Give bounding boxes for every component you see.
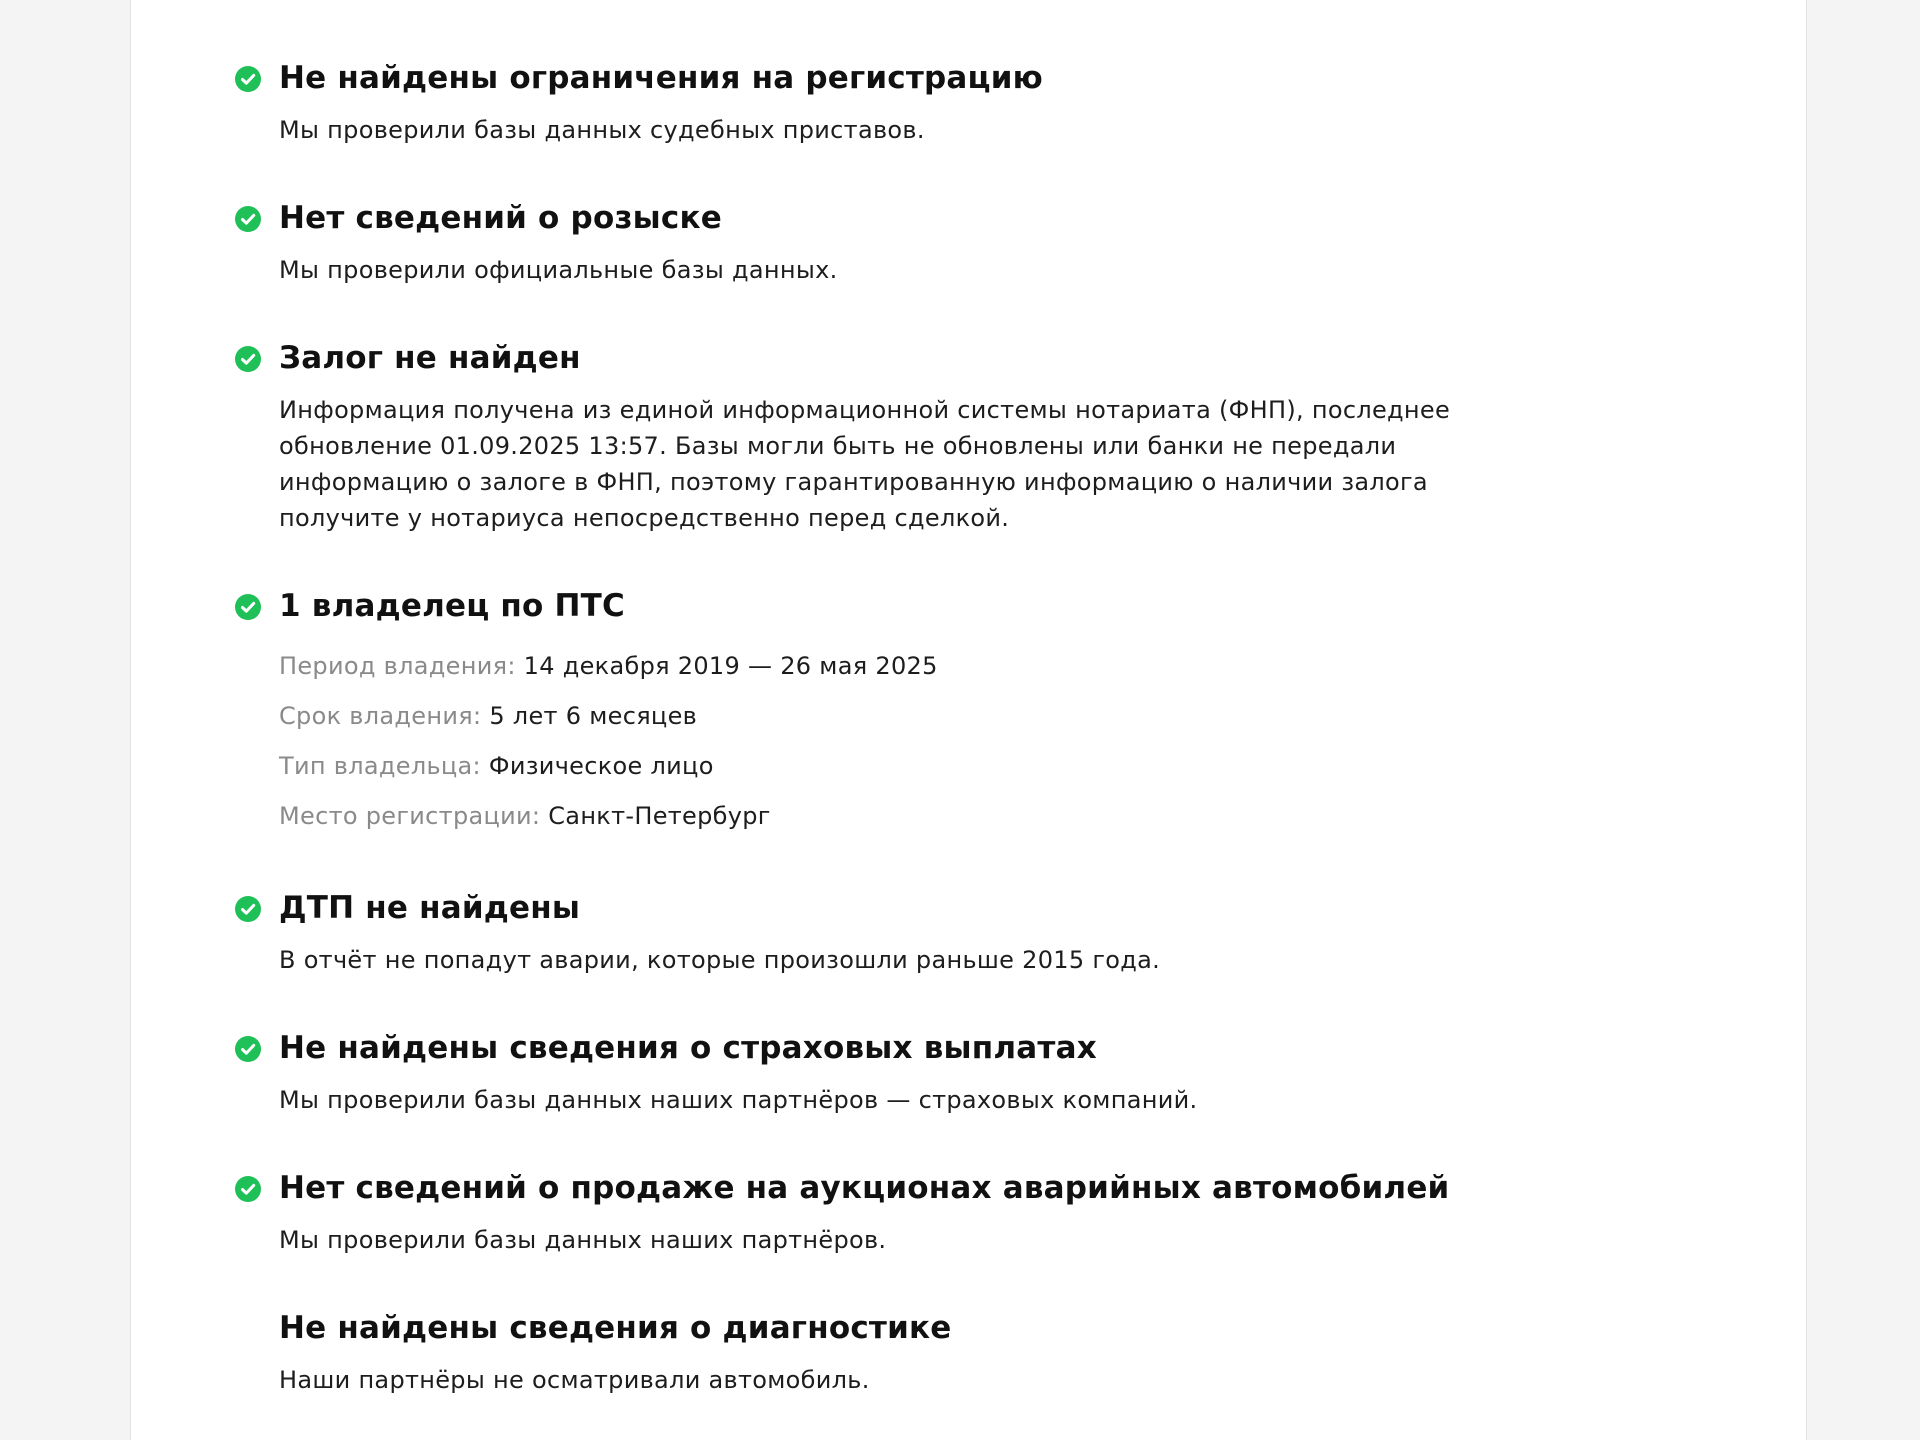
check-item-description: В отчёт не попадут аварии, которые произошли раньше 2015 года.	[279, 946, 1161, 974]
check-circle-icon	[235, 206, 261, 232]
check-item-title: ДТП не найдены	[279, 890, 581, 926]
owner-detail-owner-type	[279, 748, 938, 798]
owner-detail-label: Срок владения:	[279, 702, 482, 730]
owner-detail-value: 5 лет 6 месяцев	[489, 702, 698, 730]
owner-detail-ownership-duration	[279, 698, 938, 748]
owner-detail-label: Период владения:	[279, 652, 516, 680]
check-item-description: Наши партнёры не осматривали автомобиль.	[279, 1366, 870, 1394]
check-item-description: Мы проверили базы данных наших партнёров.	[279, 1226, 887, 1254]
check-item-title: Нет сведений о продаже на аукционах аварийных автомобилей	[279, 1170, 1450, 1206]
owner-detail-label: Место регистрации:	[279, 802, 541, 830]
check-item-title: Не найдены сведения о диагностике	[279, 1310, 952, 1346]
check-circle-icon	[235, 594, 261, 620]
owner-detail-value: Физическое лицо	[488, 752, 714, 780]
check-circle-icon	[235, 896, 261, 922]
check-circle-icon	[235, 1036, 261, 1062]
check-item-title: Не найдены ограничения на регистрацию	[279, 60, 1043, 96]
owner-detail-value: Санкт-Петербург	[548, 802, 771, 830]
check-item-description: Информация получена из единой информационной системы нотариата (ФНП), последнее обновление 01.09.2025 13:57. Базы могли быть не обновлены или банки не передали информацию о залоге в ФНП, поэтому гарантированную информацию о наличии залога получите у нотариуса непосредственно перед сделкой.	[279, 396, 1451, 532]
check-item-description: Мы проверили официальные базы данных.	[279, 256, 838, 284]
owner-details-list	[279, 648, 938, 848]
check-item-title: Залог не найден	[279, 340, 581, 376]
check-item-description: Мы проверили базы данных судебных приставов.	[279, 116, 925, 144]
report-panel	[130, 0, 1807, 1440]
check-circle-icon	[235, 66, 261, 92]
owner-detail-label: Тип владельца:	[279, 752, 481, 780]
owner-detail-registration-place	[279, 798, 938, 848]
check-item-description: Мы проверили базы данных наших партнёров — страховых компаний.	[279, 1086, 1198, 1114]
check-circle-icon	[235, 346, 261, 372]
check-item-title: Не найдены сведения о страховых выплатах	[279, 1030, 1097, 1066]
check-item-title: Нет сведений о розыске	[279, 200, 722, 236]
owner-detail-ownership-period	[279, 648, 938, 698]
check-circle-icon	[235, 1176, 261, 1202]
owner-detail-value: 14 декабря 2019 — 26 мая 2025	[523, 652, 938, 680]
check-item-title: 1 владелец по ПТС	[279, 588, 625, 624]
